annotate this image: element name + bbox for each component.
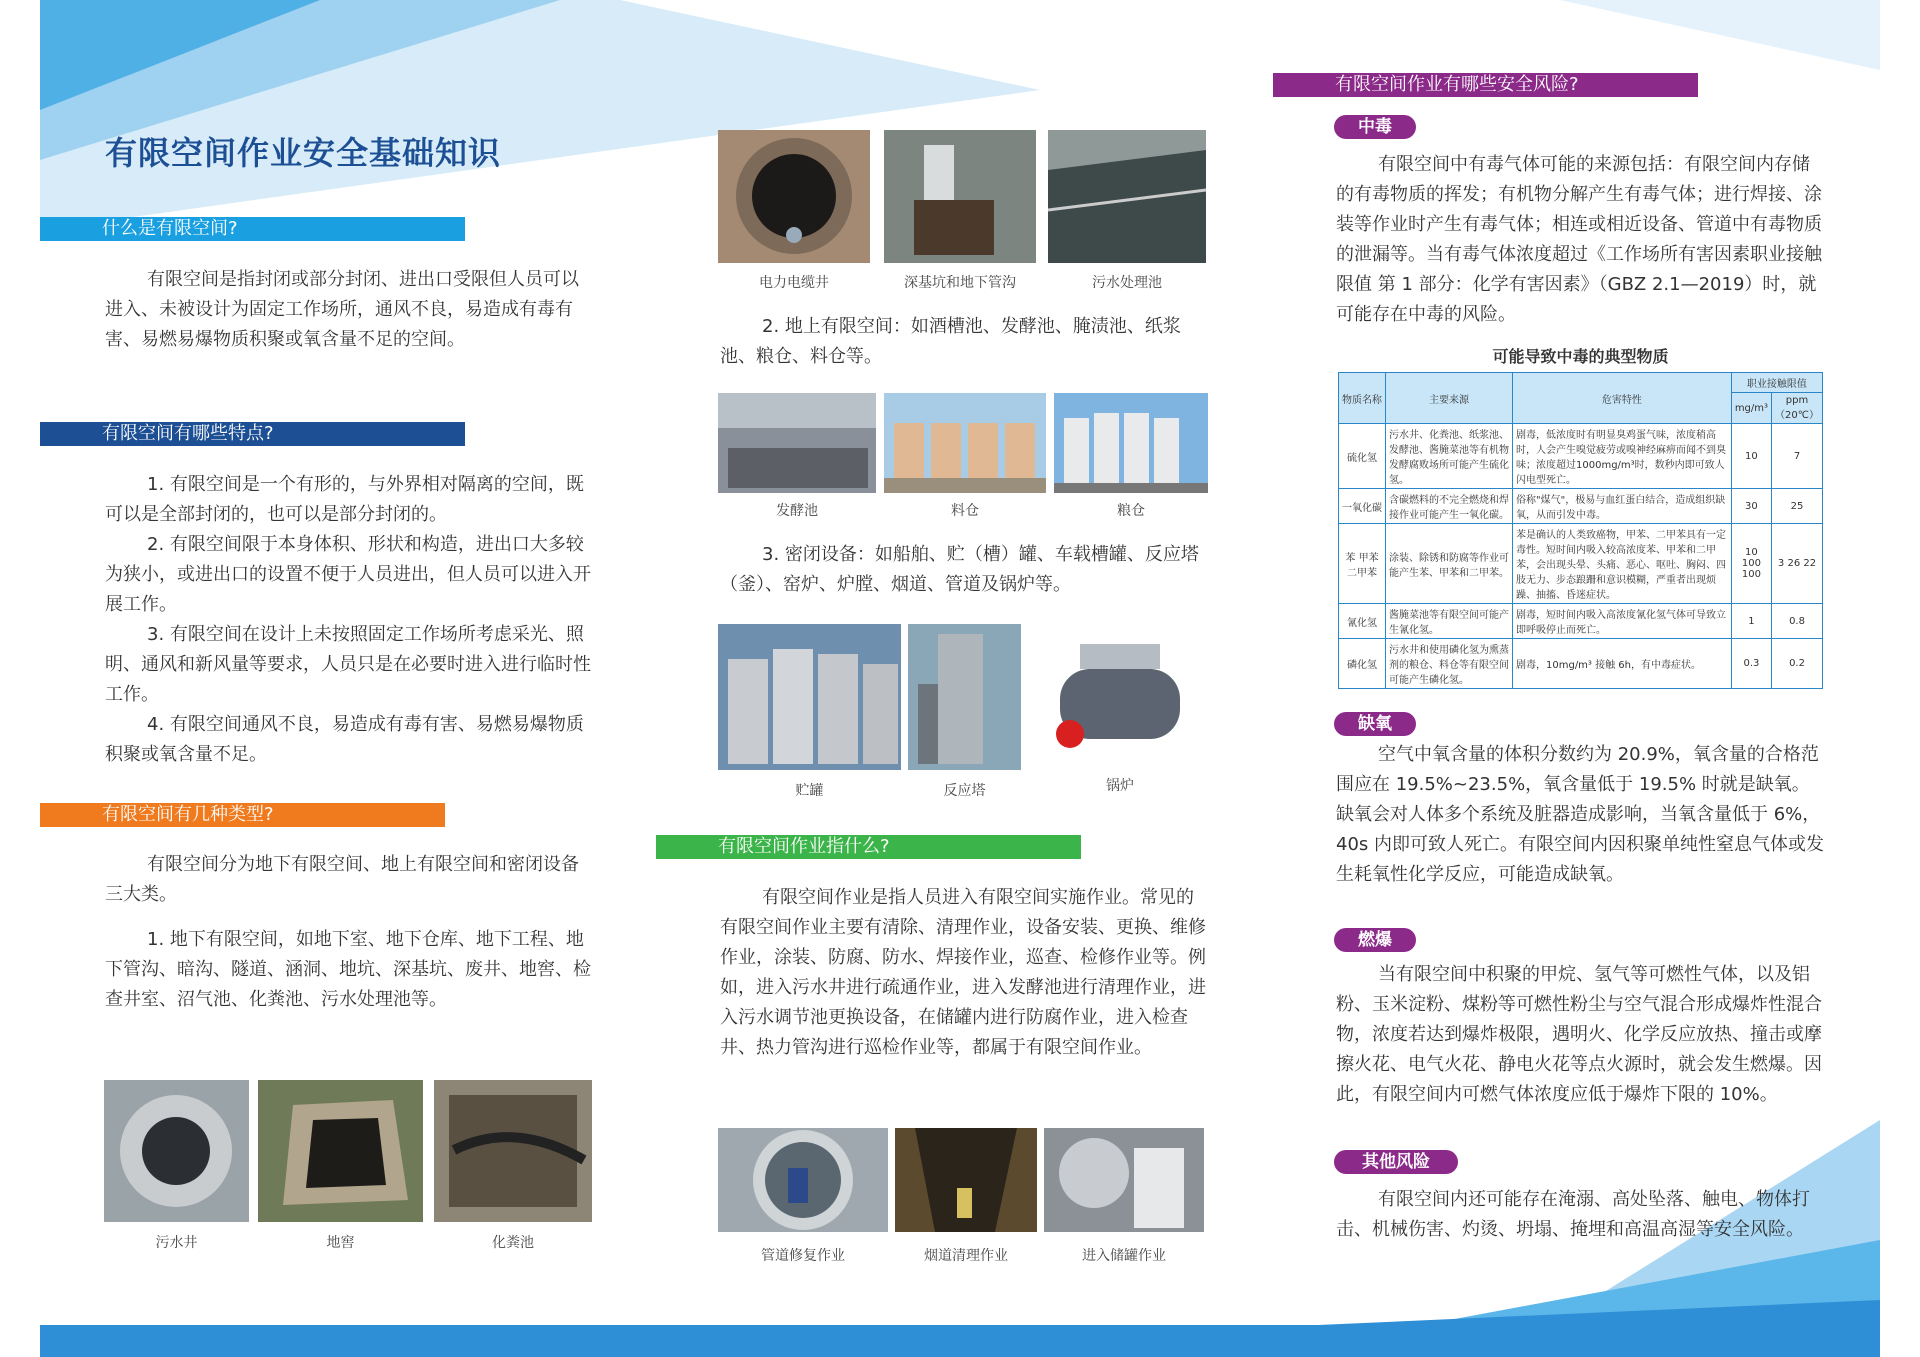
caption-foundation-pit: 深基坑和地下管沟 bbox=[904, 275, 1016, 291]
features-list bbox=[105, 470, 595, 770]
oxygen-body bbox=[1336, 740, 1826, 890]
caption-sewer-well: 污水井 bbox=[155, 1235, 198, 1251]
table-row bbox=[1339, 639, 1823, 689]
caption-cable-well: 电力电缆井 bbox=[759, 275, 829, 291]
feature-item bbox=[105, 530, 595, 620]
photo-cellar bbox=[258, 1080, 423, 1222]
what-body-text: 有限空间是指封闭或部分封闭、进出口受限但人员可以进入、未被设计为固定工作场所，通风不良，易造成有毒有害、易燃易爆物质积聚或氧含量不足的空间。 bbox=[105, 269, 579, 350]
types-item2-text: 2. 地上有限空间：如酒槽池、发酵池、腌渍池、纸浆池、粮仓、料仓等。 bbox=[720, 316, 1181, 367]
poison-body bbox=[1336, 150, 1826, 330]
caption-material-silo: 料仓 bbox=[951, 503, 979, 519]
cell-source: 涂装、除锈和防腐等作业可能产生苯、甲苯和二甲苯。 bbox=[1386, 524, 1513, 604]
explosion-body bbox=[1336, 960, 1826, 1110]
section-heading-types: 有限空间有几种类型? bbox=[40, 803, 445, 827]
cell-harm: 剧毒，低浓度时有明显臭鸡蛋气味，浓度稍高时，人会产生嗅觉疲劳或嗅神经麻痹而闻不到臭味；浓度超过1000mg/m³时，数秒内即可致人闪电型死亡。 bbox=[1513, 424, 1732, 489]
cell-mg: 1 bbox=[1731, 604, 1771, 639]
photo-sewage-plant bbox=[1048, 130, 1206, 263]
caption-flue-cleaning: 烟道清理作业 bbox=[924, 1248, 1008, 1264]
caption-septic-tank: 化粪池 bbox=[492, 1235, 534, 1251]
th-mg: mg/m³ bbox=[1731, 393, 1771, 424]
tag-explosion: 燃爆 bbox=[1334, 928, 1416, 952]
feature-item-text: 2. 有限空间限于本身体积、形状和构造，进出口大多较为狭小，或进出口的设置不便于人员进出，但人员可以进入开展工作。 bbox=[105, 534, 591, 615]
photo-septic-tank bbox=[434, 1080, 592, 1222]
section-heading-risks: 有限空间作业有哪些安全风险? bbox=[1273, 73, 1698, 97]
photo-reaction-tower bbox=[908, 624, 1021, 770]
cell-mg: 30 bbox=[1731, 489, 1771, 524]
caption-sewage-plant: 污水处理池 bbox=[1092, 275, 1162, 291]
caption-boiler: 锅炉 bbox=[1106, 778, 1134, 794]
cell-harm: 俗称"煤气"，极易与血红蛋白结合，造成组织缺氧，从而引发中毒。 bbox=[1513, 489, 1732, 524]
caption-pipe-repair: 管道修复作业 bbox=[761, 1248, 845, 1264]
cell-ppm: 7 bbox=[1772, 424, 1823, 489]
cell-source: 污水井和使用磷化氢为熏蒸剂的粮仓、料仓等有限空间可能产生磷化氢。 bbox=[1386, 639, 1513, 689]
caption-reaction-tower: 反应塔 bbox=[943, 783, 986, 799]
cell-harm: 剧毒，短时间内吸入高浓度氰化氢气体可导致立即呼吸停止而死亡。 bbox=[1513, 604, 1732, 639]
caption-tank-entry: 进入储罐作业 bbox=[1082, 1248, 1166, 1264]
table-row bbox=[1339, 424, 1823, 489]
types-intro bbox=[105, 850, 595, 910]
types-item1 bbox=[105, 925, 595, 1015]
feature-item-text: 4. 有限空间通风不良，易造成有毒有害、易燃易爆物质积聚或氧含量不足。 bbox=[105, 714, 584, 765]
photo-boiler bbox=[1040, 624, 1200, 770]
th-source: 主要来源 bbox=[1386, 373, 1513, 424]
toxic-substances-table bbox=[1338, 372, 1823, 689]
th-name: 物质名称 bbox=[1339, 373, 1386, 424]
photo-material-silo bbox=[884, 393, 1046, 493]
caption-storage-tank: 贮罐 bbox=[795, 783, 824, 799]
feature-item bbox=[105, 470, 595, 530]
th-limit: 职业接触限值 bbox=[1731, 373, 1822, 393]
photo-fermentation-tank bbox=[718, 393, 876, 493]
cell-harm: 剧毒，10mg/m³ 接触 6h，有中毒症状。 bbox=[1513, 639, 1732, 689]
table-row bbox=[1339, 524, 1823, 604]
cell-mg: 10 100 100 bbox=[1731, 524, 1771, 604]
photo-storage-tank bbox=[718, 624, 901, 770]
cell-harm: 苯是确认的人类致癌物，甲苯、二甲苯具有一定毒性。短时间内吸入较高浓度苯、甲苯和二甲苯，会出现头晕、头痛、恶心、呕吐、胸闷、四肢无力、步态踉跚和意识模糊，严重者出现烦躁、抽搐、昏迷症状。 bbox=[1513, 524, 1732, 604]
table-title: 可能导致中毒的典型物质 bbox=[1492, 347, 1669, 366]
work-body-text: 有限空间作业是指人员进入有限空间实施作业。常见的有限空间作业主要有清除、清理作业，设备安装、更换、维修作业，涂装、防腐、防水、焊接作业，巡查、检修作业等。例如，进入污水井进行疏通作业，进入发酵池进行清理作业，进入污水调节池更换设备，在储罐内进行防腐作业，进入检查井、热力管沟进行巡检作业等，都属于有限空间作业。 bbox=[720, 887, 1206, 1058]
types-item2 bbox=[720, 312, 1210, 372]
photo-tank-entry bbox=[1044, 1128, 1204, 1232]
photo-flue-cleaning bbox=[895, 1128, 1037, 1232]
table-row bbox=[1339, 604, 1823, 639]
photo-foundation-pit bbox=[884, 130, 1036, 263]
oxygen-body-text: 空气中氧含量的体积分数约为 20.9%，氧含量的合格范围应在 19.5%~23.5%，氧含量低于 19.5% 时就是缺氧。缺氧会对人体多个系统及脏器造成影响，当氧含量低于 6%，40s 内即可致人死亡。有限空间内因积聚单纯性窒息气体或发生耗氧性化学反应，可能造成缺氧。 bbox=[1336, 744, 1825, 885]
table-row bbox=[1339, 489, 1823, 524]
photo-cable-well bbox=[718, 130, 870, 263]
cell-source: 含碳燃料的不完全燃烧和焊接作业可能产生一氧化碳。 bbox=[1386, 489, 1513, 524]
cell-source: 污水井、化粪池、纸浆池、发酵池、酱腌菜池等有机物发酵腐败场所可能产生硫化氢。 bbox=[1386, 424, 1513, 489]
photo-sewer-well bbox=[104, 1080, 249, 1222]
poison-body-text: 有限空间中有毒气体可能的来源包括：有限空间内存储的有毒物质的挥发；有机物分解产生有毒气体；进行焊接、涂装等作业时产生有毒气体；相连或相近设备、管道中有毒物质的泄漏等。当有毒气体浓度超过《工作场所有害因素职业接触限值 第 1 部分：化学有害因素》（GBZ 2.1—2019）时，就可能存在中毒的风险。 bbox=[1336, 154, 1822, 325]
cell-mg: 10 bbox=[1731, 424, 1771, 489]
cell-ppm: 0.2 bbox=[1772, 639, 1823, 689]
tag-oxygen-deficiency: 缺氧 bbox=[1334, 712, 1416, 736]
types-item3 bbox=[720, 540, 1210, 600]
cell-name: 一氧化碳 bbox=[1339, 489, 1386, 524]
photo-pipe-repair bbox=[718, 1128, 888, 1232]
what-body bbox=[105, 265, 595, 355]
feature-item-text: 3. 有限空间在设计上未按照固定工作场所考虑采光、照明、通风和新风量等要求，人员只是在必要时进入进行临时性工作。 bbox=[105, 624, 591, 705]
caption-fermentation-tank: 发酵池 bbox=[776, 503, 818, 519]
th-ppm: ppm（20℃） bbox=[1772, 393, 1823, 424]
cell-name: 磷化氢 bbox=[1339, 639, 1386, 689]
photo-grain-silo bbox=[1054, 393, 1208, 493]
th-harm: 危害特性 bbox=[1513, 373, 1732, 424]
cell-ppm: 25 bbox=[1772, 489, 1823, 524]
section-heading-features: 有限空间有哪些特点? bbox=[40, 422, 465, 446]
feature-item-text: 1. 有限空间是一个有形的，与外界相对隔离的空间，既可以是全部封闭的，也可以是部分封闭的。 bbox=[105, 474, 584, 525]
cell-ppm: 0.8 bbox=[1772, 604, 1823, 639]
other-body bbox=[1336, 1185, 1826, 1245]
caption-cellar: 地窖 bbox=[326, 1235, 355, 1251]
section-heading-work: 有限空间作业指什么? bbox=[656, 835, 1081, 859]
tag-other-risks: 其他风险 bbox=[1334, 1150, 1458, 1174]
cell-name: 苯 甲苯 二甲苯 bbox=[1339, 524, 1386, 604]
page-title: 有限空间作业安全基础知识 bbox=[105, 134, 502, 172]
work-body bbox=[720, 883, 1210, 1063]
caption-grain-silo: 粮仓 bbox=[1117, 503, 1145, 519]
cell-mg: 0.3 bbox=[1731, 639, 1771, 689]
explosion-body-text: 当有限空间中积聚的甲烷、氢气等可燃性气体，以及铝粉、玉米淀粉、煤粉等可燃性粉尘与空气混合形成爆炸性混合物，浓度若达到爆炸极限，遇明火、化学反应放热、撞击或摩擦火花、电气火花、静电火花等点火源时，就会发生燃爆。因此，有限空间内可燃气体浓度应低于爆炸下限的 10%。 bbox=[1336, 964, 1822, 1105]
feature-item bbox=[105, 620, 595, 710]
types-item3-text: 3. 密闭设备：如船舶、贮（槽）罐、车载槽罐、反应塔（釜）、窑炉、炉膛、烟道、管道及锅炉等。 bbox=[720, 544, 1199, 595]
tag-poisoning: 中毒 bbox=[1334, 115, 1416, 139]
cell-ppm: 3 26 22 bbox=[1772, 524, 1823, 604]
other-body-text: 有限空间内还可能存在淹溺、高处坠落、触电、物体打击、机械伤害、灼烫、坍塌、掩埋和高温高湿等安全风险。 bbox=[1336, 1189, 1810, 1240]
feature-item bbox=[105, 710, 595, 770]
cell-name: 氰化氢 bbox=[1339, 604, 1386, 639]
section-heading-what: 什么是有限空间? bbox=[40, 217, 465, 241]
types-item1-text: 1. 地下有限空间，如地下室、地下仓库、地下工程、地下管沟、暗沟、隧道、涵洞、地坑、深基坑、废井、地窖、检查井室、沼气池、化粪池、污水处理池等。 bbox=[105, 929, 591, 1010]
types-intro-text: 有限空间分为地下有限空间、地上有限空间和密闭设备三大类。 bbox=[105, 854, 579, 905]
cell-name: 硫化氢 bbox=[1339, 424, 1386, 489]
cell-source: 酱腌菜池等有限空间可能产生氰化氢。 bbox=[1386, 604, 1513, 639]
